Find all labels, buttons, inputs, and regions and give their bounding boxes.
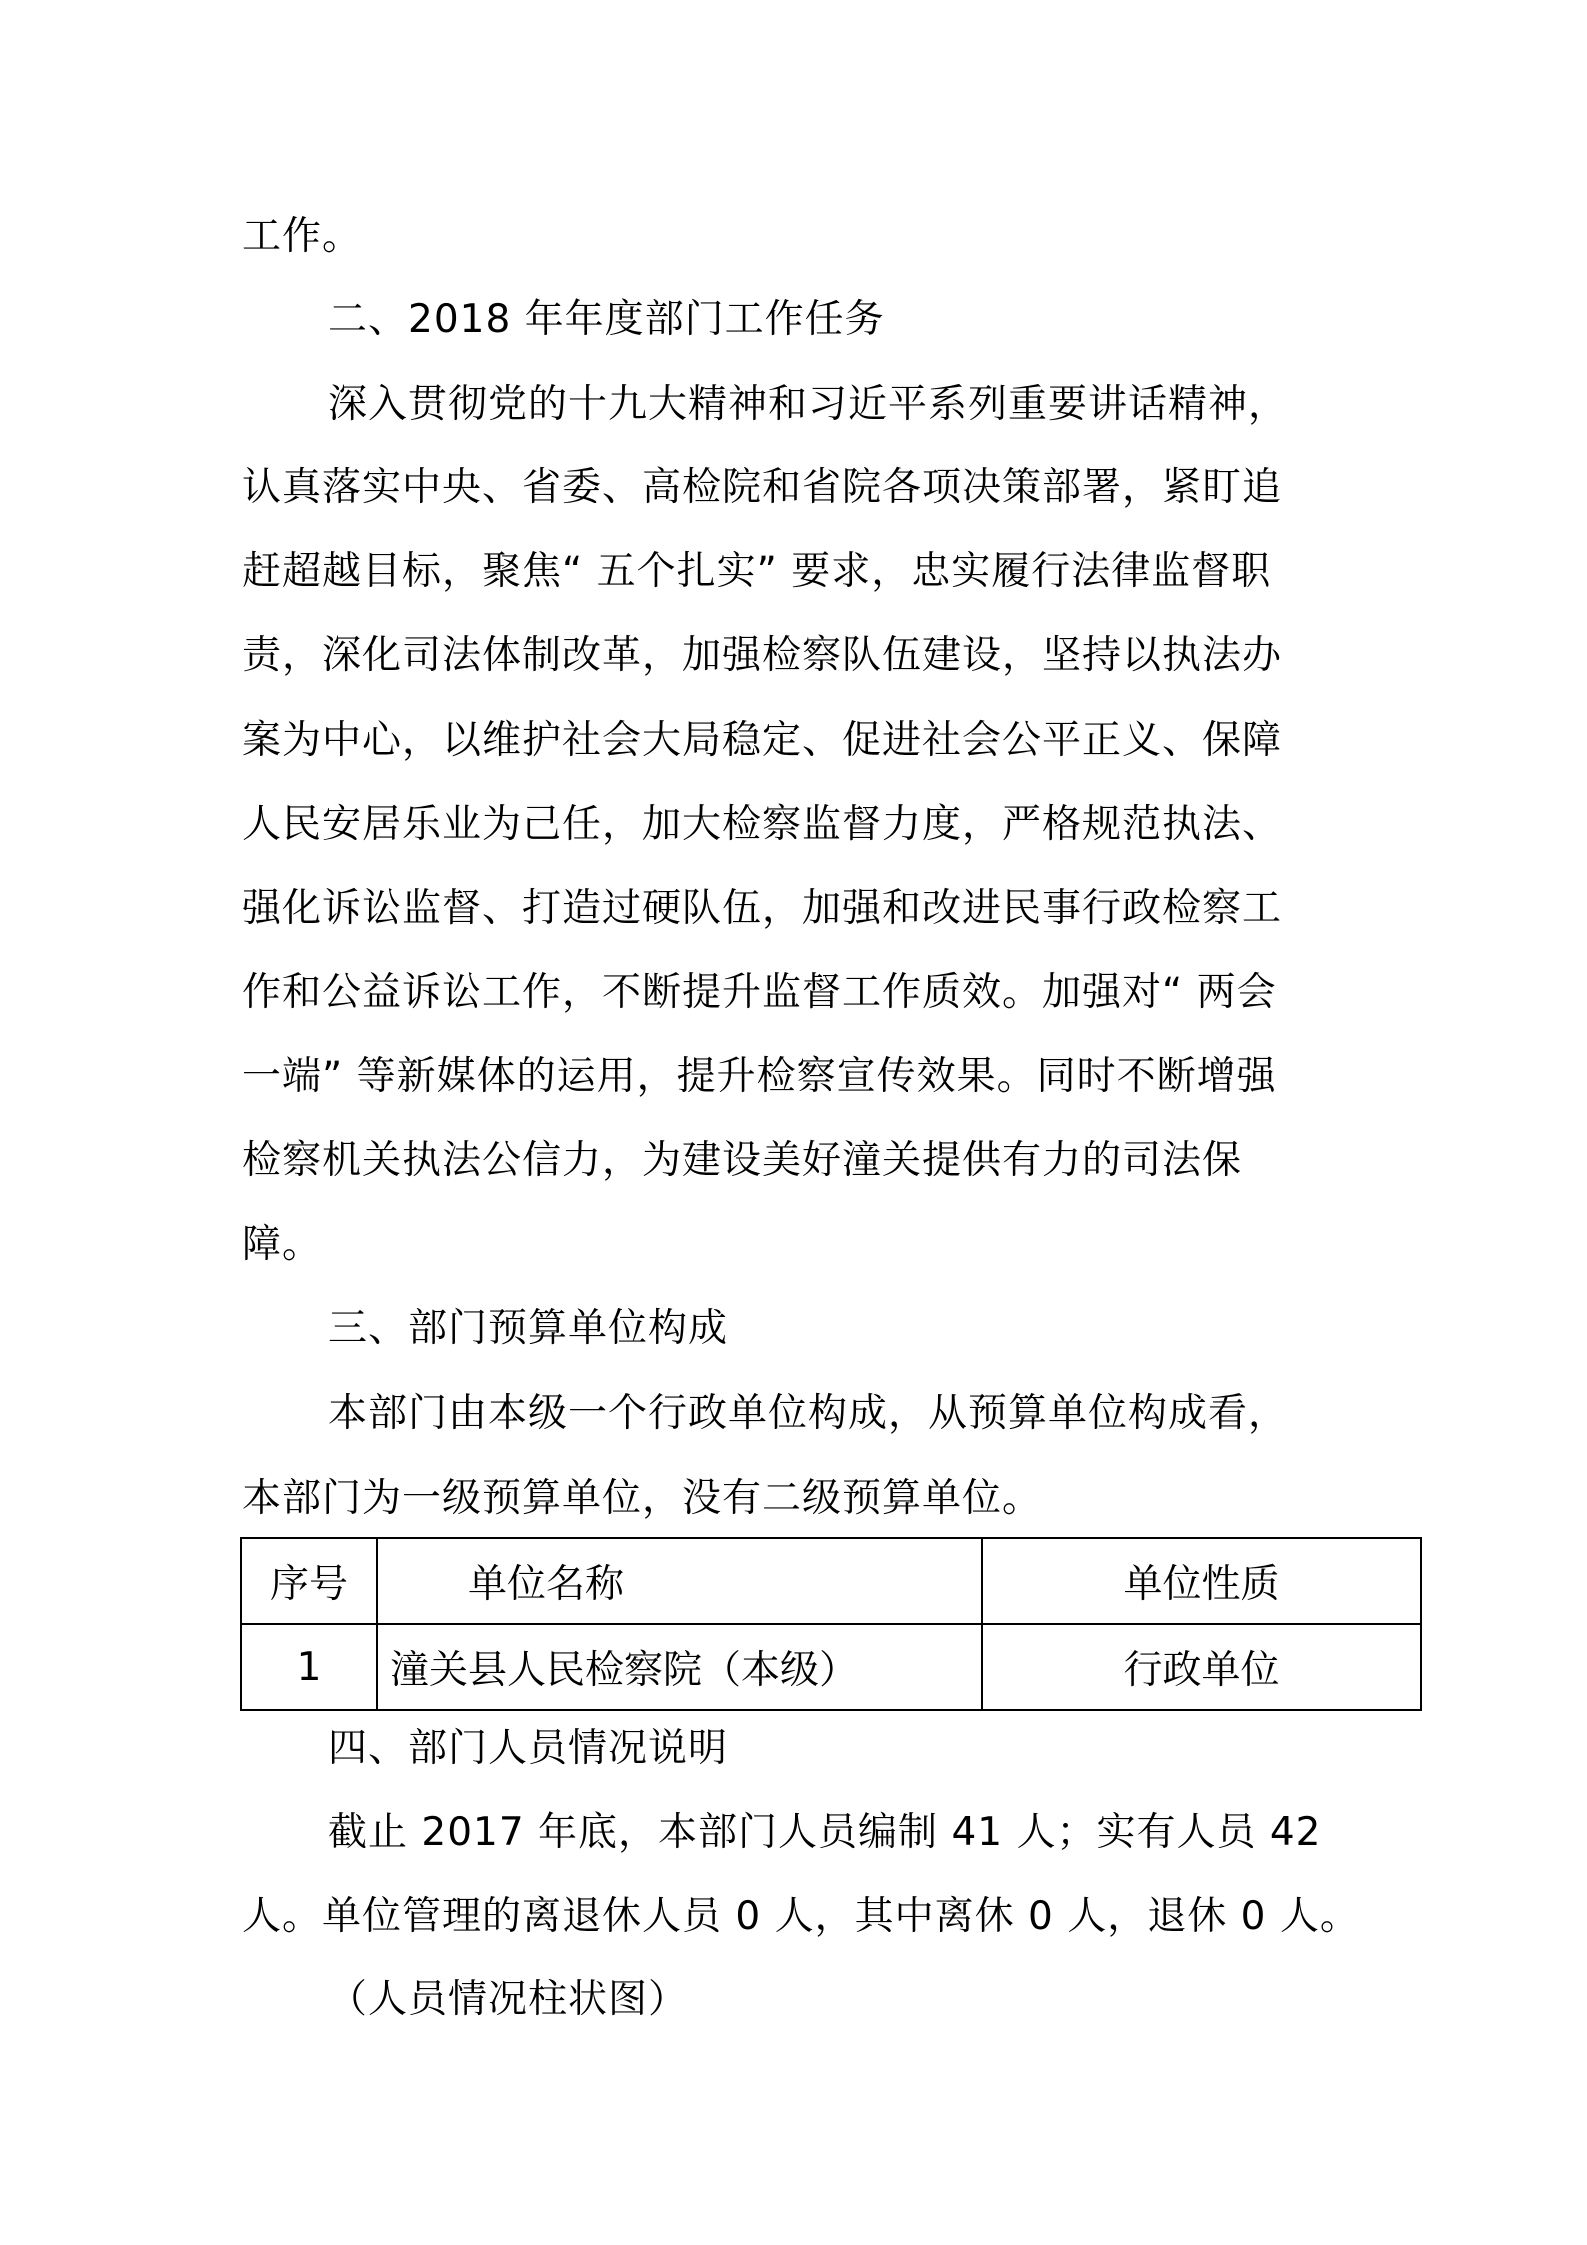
paragraph-line: 工作。 xyxy=(242,214,363,259)
paragraph-line: 障。 xyxy=(242,1222,323,1267)
paragraph-line: 责，深化司法体制改革，加强检察队伍建设，坚持以执法办 xyxy=(242,633,1283,678)
paragraph-line: 截止 2017 年底，本部门人员编制 41 人；实有人员 42 xyxy=(328,1810,1322,1855)
table-row xyxy=(241,1624,1421,1710)
table-header-cell: 序号 xyxy=(241,1538,377,1624)
paragraph-line: 一端” 等新媒体的运用，提升检察宣传效果。同时不断增强 xyxy=(242,1054,1277,1099)
paragraph-line: （人员情况柱状图） xyxy=(328,1977,689,2022)
paragraph-line: 人。单位管理的离退休人员 0 人，其中离休 0 人，退休 0 人。 xyxy=(242,1894,1360,1939)
section-heading: 三、部门预算单位构成 xyxy=(328,1306,729,1351)
paragraph-line: 赶超越目标，聚焦“ 五个扎实” 要求，忠实履行法律监督职 xyxy=(242,549,1272,594)
paragraph-line: 认真落实中央、省委、高检院和省院各项决策部署，紧盯追 xyxy=(242,465,1283,510)
paragraph-line: 深入贯彻党的十九大精神和习近平系列重要讲话精神， xyxy=(328,382,1289,427)
table-header-row xyxy=(241,1538,1421,1624)
paragraph-line: 作和公益诉讼工作，不断提升监督工作质效。加强对“ 两会 xyxy=(242,970,1277,1015)
budget-unit-table xyxy=(240,1537,1422,1711)
table-cell: 1 xyxy=(241,1624,377,1710)
section-heading: 二、2018 年年度部门工作任务 xyxy=(328,297,885,342)
table-header-cell: 单位性质 xyxy=(982,1538,1421,1624)
table-cell: 潼关县人民检察院（本级） xyxy=(377,1624,982,1710)
paragraph-line: 人民安居乐业为己任，加大检察监督力度，严格规范执法、 xyxy=(242,802,1283,847)
paragraph-line: 本部门由本级一个行政单位构成，从预算单位构成看， xyxy=(328,1391,1289,1436)
budget-unit-table-container xyxy=(240,1537,1326,1711)
section-heading: 四、部门人员情况说明 xyxy=(328,1726,729,1771)
paragraph-line: 本部门为一级预算单位，没有二级预算单位。 xyxy=(242,1476,1043,1521)
paragraph-line: 检察机关执法公信力，为建设美好潼关提供有力的司法保 xyxy=(242,1138,1243,1183)
paragraph-line: 案为中心，以维护社会大局稳定、促进社会公平正义、保障 xyxy=(242,718,1283,763)
paragraph-line: 强化诉讼监督、打造过硬队伍，加强和改进民事行政检察工 xyxy=(242,886,1283,931)
table-header-cell: 单位名称 xyxy=(377,1538,982,1624)
table-cell: 行政单位 xyxy=(982,1624,1421,1710)
